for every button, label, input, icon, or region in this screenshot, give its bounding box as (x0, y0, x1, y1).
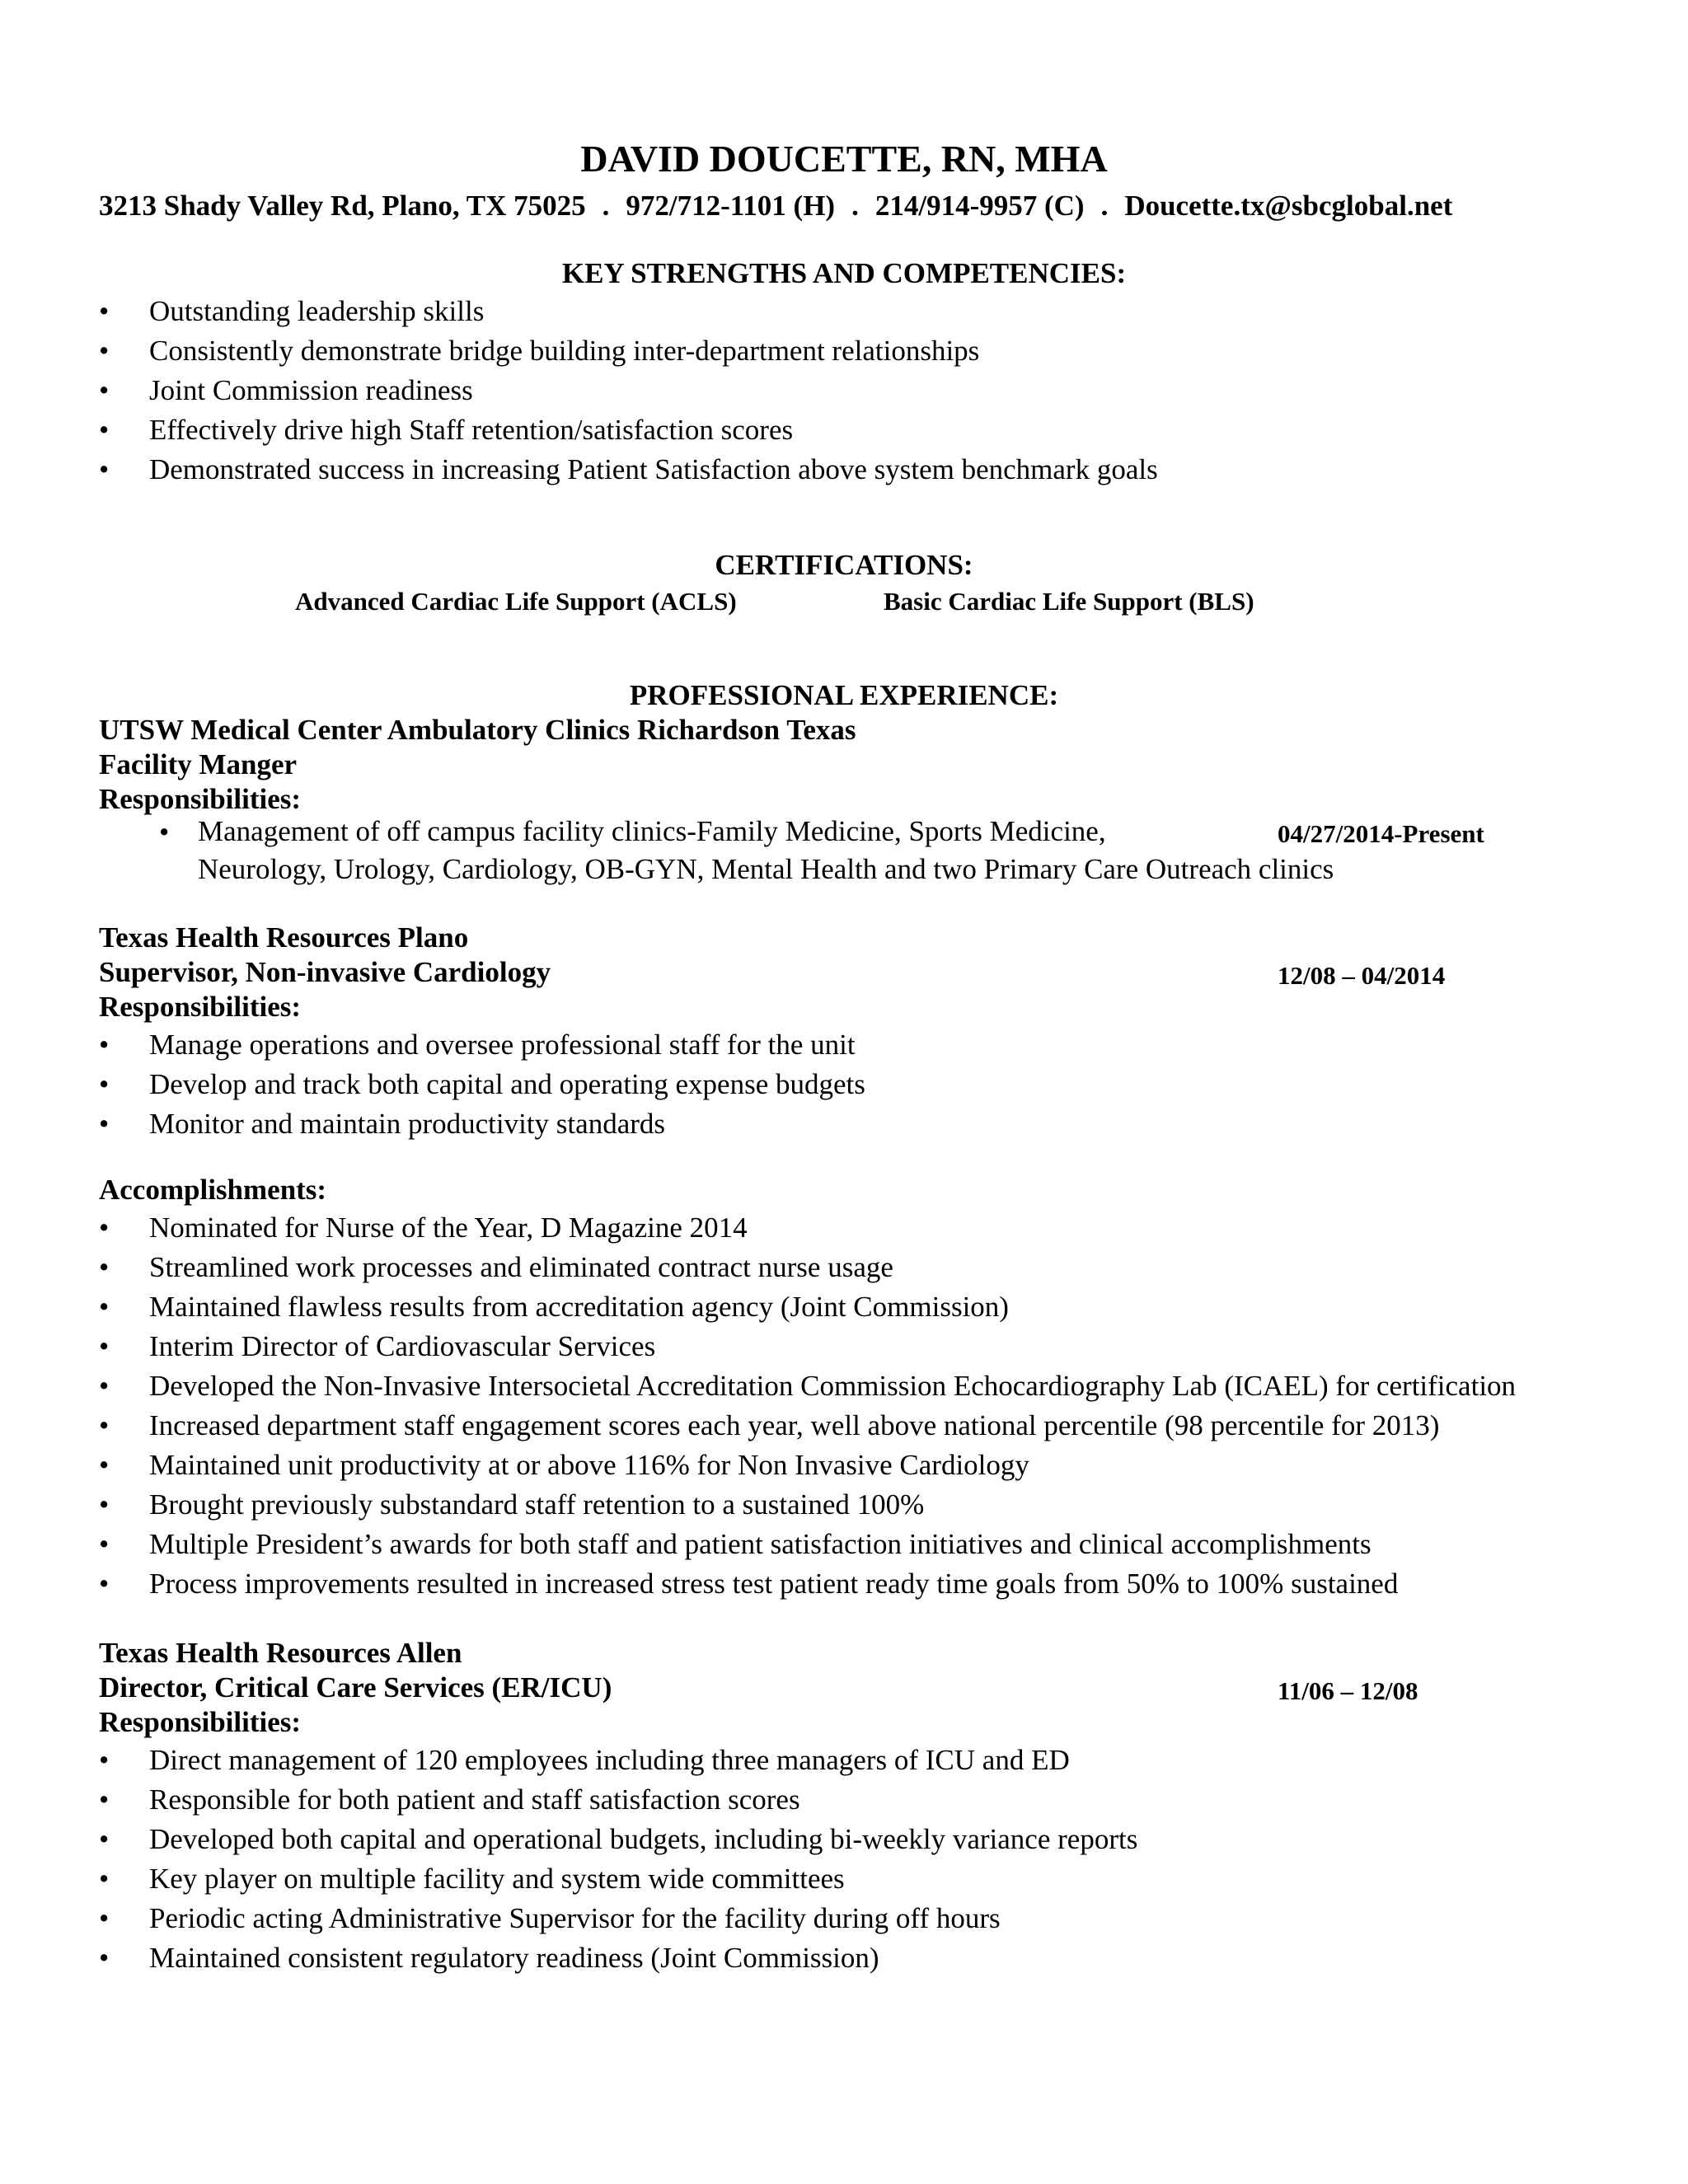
certification-bls: Basic Cardiac Life Support (BLS) (884, 587, 1254, 616)
phone-home: 972/712-1101 (H) (626, 190, 836, 222)
bullet: • (99, 453, 110, 485)
list-item: • Maintained unit productivity at or above 116% for Non Invasive Cardiology (99, 1446, 1516, 1485)
bullet: • (99, 335, 110, 367)
responsibilities-list (99, 1741, 1137, 1978)
bullet: • (99, 374, 110, 406)
list-item: • Joint Commission readiness (99, 371, 1158, 410)
list-item: • Demonstrated success in increasing Patient Satisfaction above system benchmark goals (99, 450, 1158, 490)
job-dates: 12/08 – 04/2014 (1278, 961, 1446, 990)
certification-acls: Advanced Cardiac Life Support (ACLS) (295, 587, 737, 616)
responsibilities-label: Responsibilities: (99, 991, 302, 1023)
list-item: • Maintained consistent regulatory readiness (Joint Commission) (99, 1938, 1137, 1978)
list-item: Management of off campus facility clinics-Family Medicine, Sports Medicine, (198, 815, 1106, 847)
strengths-heading: KEY STRENGTHS AND COMPETENCIES: (561, 257, 1127, 289)
list-item: • Consistently demonstrate bridge building inter-department relationships (99, 331, 1158, 371)
separator-dot: . (602, 190, 610, 222)
experience-heading: PROFESSIONAL EXPERIENCE: (629, 679, 1059, 711)
bullet: • (99, 1409, 110, 1441)
job-employer: Texas Health Resources Plano (99, 921, 469, 954)
list-item: • Responsible for both patient and staff satisfaction scores (99, 1780, 1137, 1820)
bullet: • (99, 1823, 110, 1855)
bullet: • (99, 1108, 110, 1140)
bullet: • (99, 1942, 110, 1974)
bullet: • (99, 1783, 110, 1816)
list-item: • Nominated for Nurse of the Year, D Magazine 2014 (99, 1208, 1516, 1248)
accomplishments-label: Accomplishments: (99, 1174, 327, 1206)
separator-dot: . (1100, 190, 1109, 222)
job-title: Director, Critical Care Services (ER/ICU) (99, 1671, 612, 1704)
list-item: • Developed the Non-Invasive Intersocietal Accreditation Commission Echocardiography Lab (ICAEL) for certification (99, 1366, 1516, 1406)
job-title: Supervisor, Non-invasive Cardiology (99, 956, 551, 988)
list-item: • Multiple President’s awards for both staff and patient satisfaction initiatives and clinical accomplishments (99, 1525, 1516, 1564)
responsibilities-label: Responsibilities: (99, 783, 302, 815)
job-employer: UTSW Medical Center Ambulatory Clinics Richardson Texas (99, 714, 856, 746)
responsibilities-list (99, 1025, 865, 1144)
bullet: • (99, 1488, 110, 1521)
bullet: • (99, 1029, 110, 1061)
list-item: • Developed both capital and operational budgets, including bi-weekly variance reports (99, 1820, 1137, 1859)
email-address: Doucette.tx@sbcglobal.net (1124, 190, 1453, 222)
separator-dot: . (851, 190, 859, 222)
list-item: • Increased department staff engagement scores each year, well above national percentile (98 percentile for 2013) (99, 1406, 1516, 1446)
list-item: • Periodic acting Administrative Supervisor for the facility during off hours (99, 1899, 1137, 1938)
bullet: • (99, 414, 110, 446)
list-item: • Monitor and maintain productivity standards (99, 1104, 865, 1144)
contact-line (99, 190, 1452, 223)
bullet: • (99, 1863, 110, 1895)
bullet: • (99, 1251, 110, 1283)
list-item: • Outstanding leadership skills (99, 292, 1158, 331)
bullet: • (99, 1330, 110, 1362)
bullet: • (159, 816, 170, 848)
phone-cell: 214/914-9957 (C) (874, 190, 1085, 222)
bullet: • (99, 1568, 110, 1600)
job-dates: 11/06 – 12/08 (1278, 1676, 1418, 1705)
list-item-continuation: Neurology, Urology, Cardiology, OB-GYN, Mental Health and two Primary Care Outreach clinics (198, 853, 1334, 885)
bullet: • (99, 1212, 110, 1244)
list-item: • Direct management of 120 employees including three managers of ICU and ED (99, 1741, 1137, 1780)
bullet: • (99, 1744, 110, 1776)
strengths-list (99, 292, 1158, 490)
job-employer: Texas Health Resources Allen (99, 1637, 462, 1669)
bullet: • (99, 1068, 110, 1100)
list-item: • Manage operations and oversee professional staff for the unit (99, 1025, 865, 1065)
list-item: • Maintained flawless results from accreditation agency (Joint Commission) (99, 1287, 1516, 1327)
bullet: • (99, 1902, 110, 1934)
job-title: Facility Manger (99, 748, 298, 780)
job-dates: 04/27/2014-Present (1278, 819, 1484, 848)
address: 3213 Shady Valley Rd, Plano, TX 75025 (99, 190, 586, 222)
accomplishments-list (99, 1208, 1516, 1604)
bullet: • (99, 1528, 110, 1560)
list-item: • Process improvements resulted in increased stress test patient ready time goals from 50% to 100% sustained (99, 1564, 1516, 1604)
list-item: • Develop and track both capital and operating expense budgets (99, 1065, 865, 1104)
bullet: • (99, 295, 110, 327)
responsibilities-label: Responsibilities: (99, 1706, 302, 1738)
bullet: • (99, 1370, 110, 1402)
bullet: • (99, 1291, 110, 1323)
resume-name: DAVID DOUCETTE, RN, MHA (580, 138, 1108, 180)
certifications-heading: CERTIFICATIONS: (715, 549, 973, 581)
list-item: • Brought previously substandard staff retention to a sustained 100% (99, 1485, 1516, 1525)
list-item: • Streamlined work processes and eliminated contract nurse usage (99, 1248, 1516, 1287)
list-item: • Key player on multiple facility and system wide committees (99, 1859, 1137, 1899)
list-item: • Effectively drive high Staff retention/satisfaction scores (99, 410, 1158, 450)
bullet: • (99, 1449, 110, 1481)
list-item: • Interim Director of Cardiovascular Services (99, 1327, 1516, 1366)
